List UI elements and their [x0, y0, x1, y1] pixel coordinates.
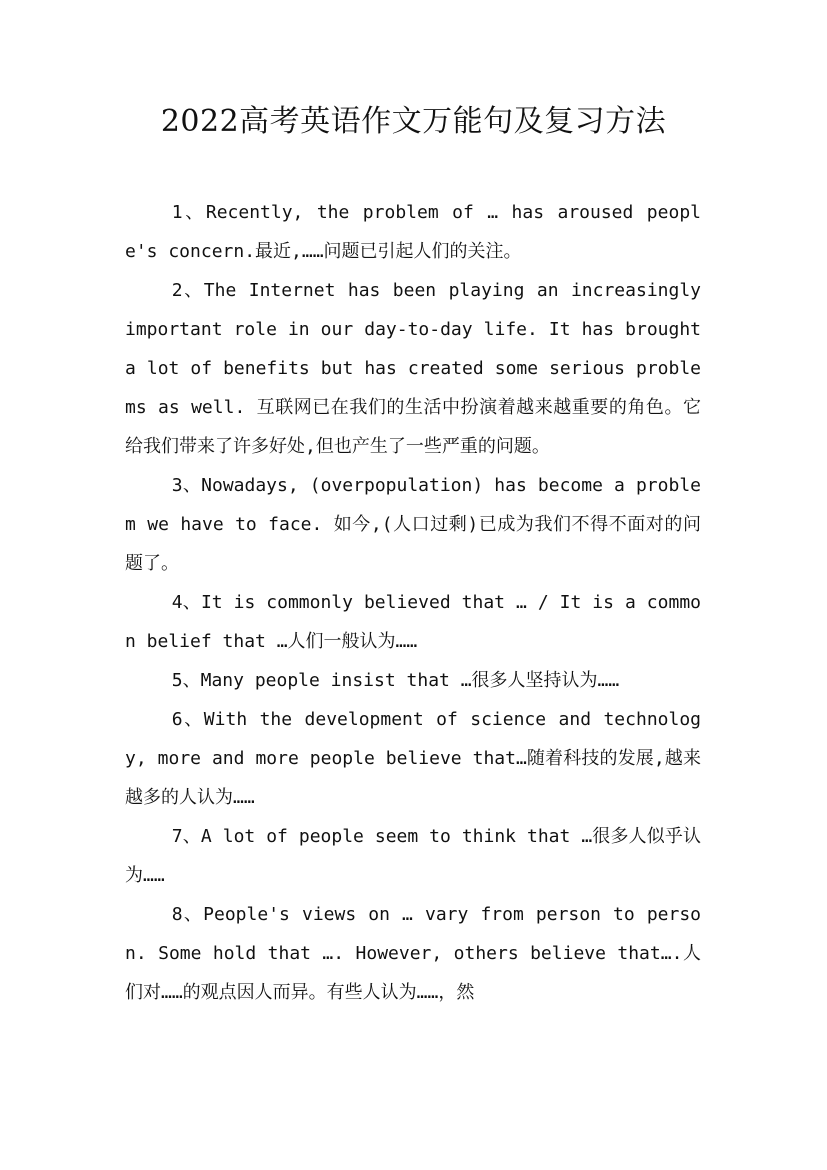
paragraph-5: 5、Many people insist that …很多人坚持认为……	[171, 670, 620, 691]
paragraph-6: 6、With the development of science and technology, more and more people believe that…随着科技的发展,越来越多的人认为……	[125, 709, 701, 808]
paragraph-8: 8、People's views on … vary from person to person. Some hold that …. However, others believe that….人们对……的观点因人而异。有些人认为……，然	[125, 904, 701, 1003]
paragraph-1: 1、Recently, the problem of … has aroused people's concern.最近,……问题已引起人们的关注。	[125, 202, 701, 262]
paragraph-3: 3、Nowadays, (overpopulation) has become a problem we have to face. 如今,(人口过剩)已成为我们不得不面对的问题了。	[125, 475, 701, 574]
document-title: 2022高考英语作文万能句及复习方法	[160, 104, 667, 139]
paragraph-7: 7、A lot of people seem to think that …很多人似乎认为……	[125, 826, 701, 886]
paragraph-4: 4、It is commonly believed that … / It is a common belief that …人们一般认为……	[125, 592, 701, 652]
paragraph-2: 2、The Internet has been playing an increasingly important role in our day-to-day life. It has brought a lot of benefits but has created some serious problems as well. 互联网已在我们的生活中扮演着越来越重要的角色。它给我们带来了许多好处,但也产生了一些严重的问题。	[125, 280, 701, 457]
document-body	[125, 193, 701, 1012]
